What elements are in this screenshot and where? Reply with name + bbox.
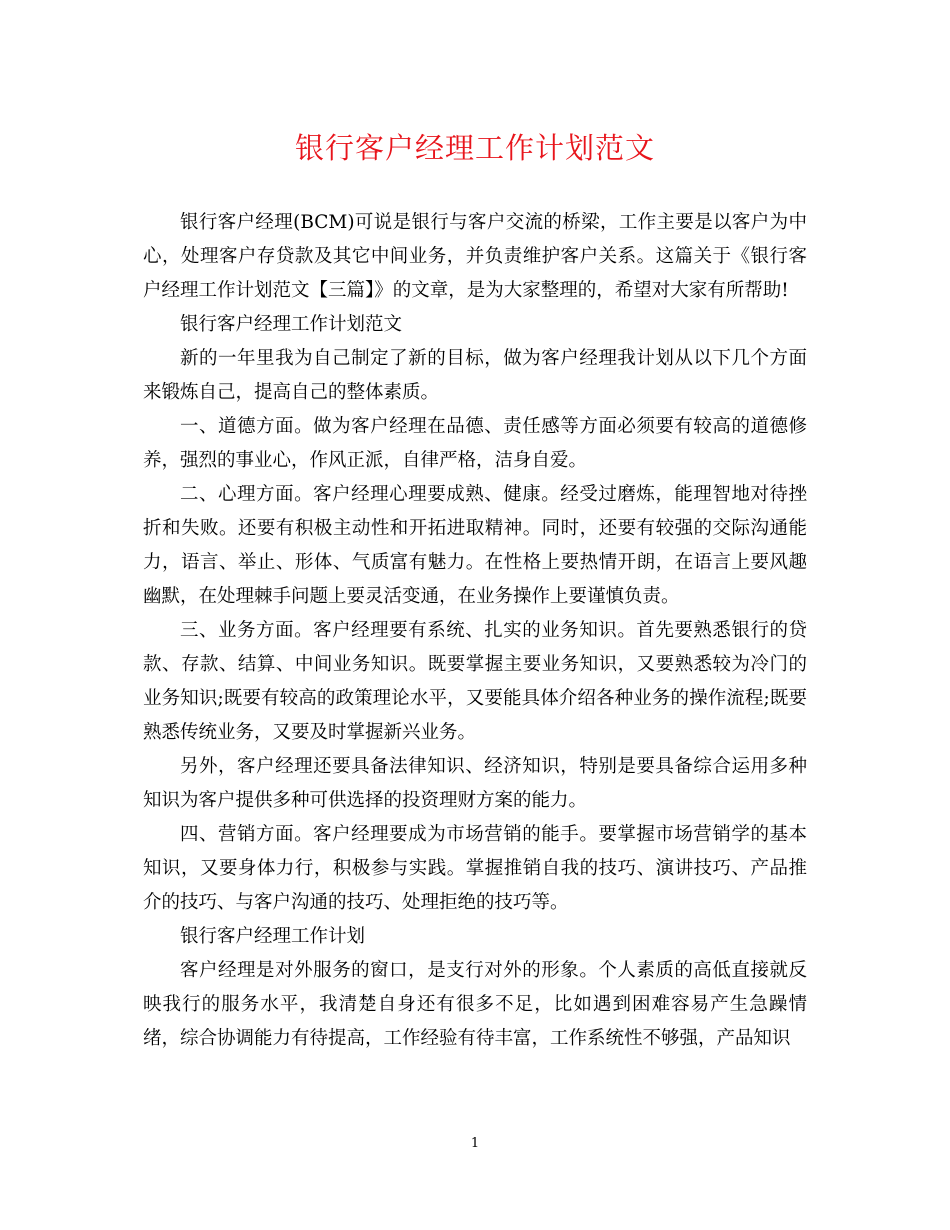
- paragraph-business: 三、业务方面。客户经理要有系统、扎实的业务知识。首先要熟悉银行的贷款、存款、结算、中间业务知识。既要掌握主要业务知识，又要熟悉较为冷门的业务知识;既要有较高的政策理论水平，又要能具体介绍各种业务的操作流程;既要熟悉传统业务，又要及时掌握新兴业务。: [143, 620, 807, 743]
- paragraph: 新的一年里我为自己制定了新的目标，做为客户经理我计划从以下几个方面来锻炼自己，提高自己的整体素质。: [143, 348, 807, 403]
- paragraph-morality: 一、道德方面。做为客户经理在品德、责任感等方面必须要有较高的道德修养，强烈的事业心，作风正派，自律严格，洁身自爱。: [143, 416, 807, 471]
- paragraph-marketing: 四、营销方面。客户经理要成为市场营销的能手。要掌握市场营销学的基本知识，又要身体力行，积极参与实践。掌握推销自我的技巧、演讲技巧、产品推介的技巧、与客户沟通的技巧、处理拒绝的技巧等。: [143, 824, 807, 913]
- paragraph-section-heading-2: 银行客户经理工作计划: [180, 926, 366, 947]
- paragraph-section-heading: 银行客户经理工作计划范文: [180, 314, 403, 335]
- page-number: 1: [470, 1136, 480, 1151]
- document-body: [143, 206, 807, 1056]
- document-title: 银行客户经理工作计划范文: [294, 131, 655, 165]
- paragraph-service: 客户经理是对外服务的窗口，是支行对外的形象。个人素质的高低直接就反映我行的服务水平，我清楚自身还有很多不足，比如遇到困难容易产生急躁情绪，综合协调能力有待提高，工作经验有待丰富，工作系统性不够强，产品知识: [143, 960, 807, 1049]
- paragraph-intro: 银行客户经理(BCM)可说是银行与客户交流的桥梁，工作主要是以客户为中心，处理客户存贷款及其它中间业务，并负责维护客户关系。这篇关于《银行客户经理工作计划范文【三篇】》的文章，是为大家整理的，希望对大家有所帮助!: [143, 212, 807, 301]
- paragraph-psychology: 二、心理方面。客户经理心理要成熟、健康。经受过磨炼，能理智地对待挫折和失败。还要有积极主动性和开拓进取精神。同时，还要有较强的交际沟通能力，语言、举止、形体、气质富有魅力。在性格上要热情开朗，在语言上要风趣幽默，在处理棘手问题上要灵活变通，在业务操作上要谨慎负责。: [143, 484, 807, 607]
- paragraph-knowledge: 另外，客户经理还要具备法律知识、经济知识，特别是要具备综合运用多种知识为客户提供多种可供选择的投资理财方案的能力。: [143, 756, 807, 811]
